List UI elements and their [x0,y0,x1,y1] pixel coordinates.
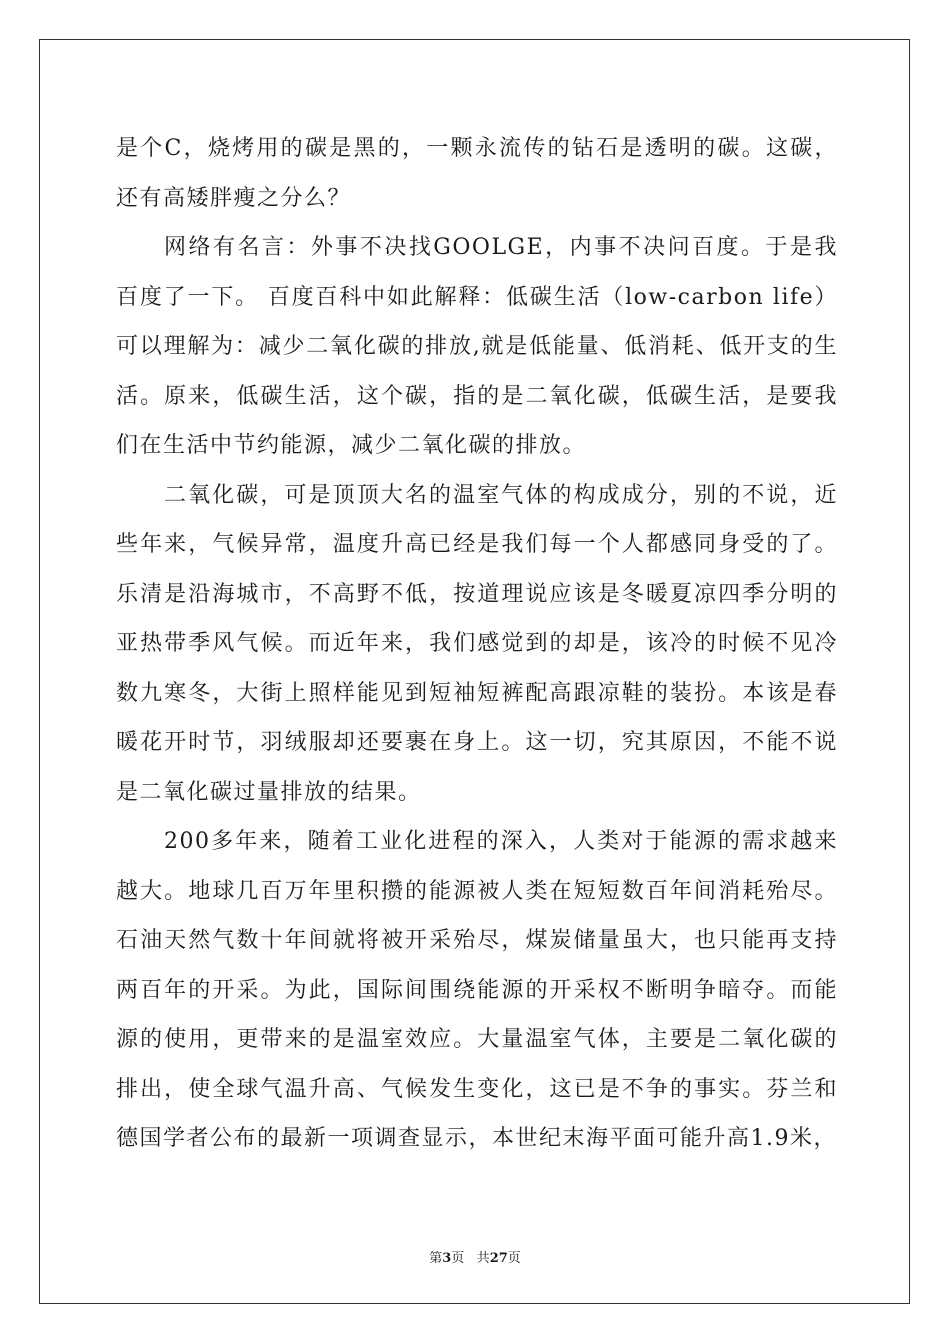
footer-page-word: 页 [451,1251,465,1266]
footer-total-prefix: 共 [476,1251,490,1266]
document-body [116,124,838,1164]
footer-prefix: 第 [429,1251,443,1266]
total-pages-number: 27 [489,1251,508,1266]
paragraph-4: 200多年来，随着工业化进程的深入，人类对于能源的需求越来越大。地球几百万年里积攒的能源被人类在短短数百年间消耗殆尽。石油天然气数十年间就将被开采殆尽，煤炭储量虽大，也只能再支持两百年的开采。为此，国际间围绕能源的开采权不断明争暗夺。而能源的使用，更带来的是温室效应。大量温室气体，主要是二氧化碳的排出，使全球气温升高、气候发生变化，这已是不争的事实。芬兰和德国学者公布的最新一项调查显示，本世纪末海平面可能升高1.9米， [116,829,838,1151]
footer-total-suffix: 页 [507,1251,521,1266]
current-page-number: 3 [442,1251,452,1266]
paragraph-2: 网络有名言：外事不决找GOOLGE，内事不决问百度。于是我百度了一下。 百度百科中如此解释：低碳生活（low-carbon life）可以理解为：减少二氧化碳的排放,就是低能量、低消耗、低开支的生活。原来，低碳生活，这个碳，指的是二氧化碳，低碳生活，是要我们在生活中节约能源，减少二氧化碳的排放。 [116,235,838,458]
page-footer [0,1247,950,1266]
paragraph-3: 二氧化碳，可是顶顶大名的温室气体的构成成分，别的不说，近些年来，气候异常，温度升高已经是我们每一个人都感同身受的了。乐清是沿海城市，不高野不低，按道理说应该是冬暖夏凉四季分明的亚热带季风气候。而近年来，我们感觉到的却是，该冷的时候不见冷数九寒冬，大街上照样能见到短袖短裤配高跟凉鞋的装扮。本该是春暖花开时节，羽绒服却还要裹在身上。这一切，究其原因，不能不说是二氧化碳过量排放的结果。 [116,482,838,805]
paragraph-1: 是个C，烧烤用的碳是黑的，一颗永流传的钻石是透明的碳。这碳，还有高矮胖瘦之分么？ [116,136,838,211]
